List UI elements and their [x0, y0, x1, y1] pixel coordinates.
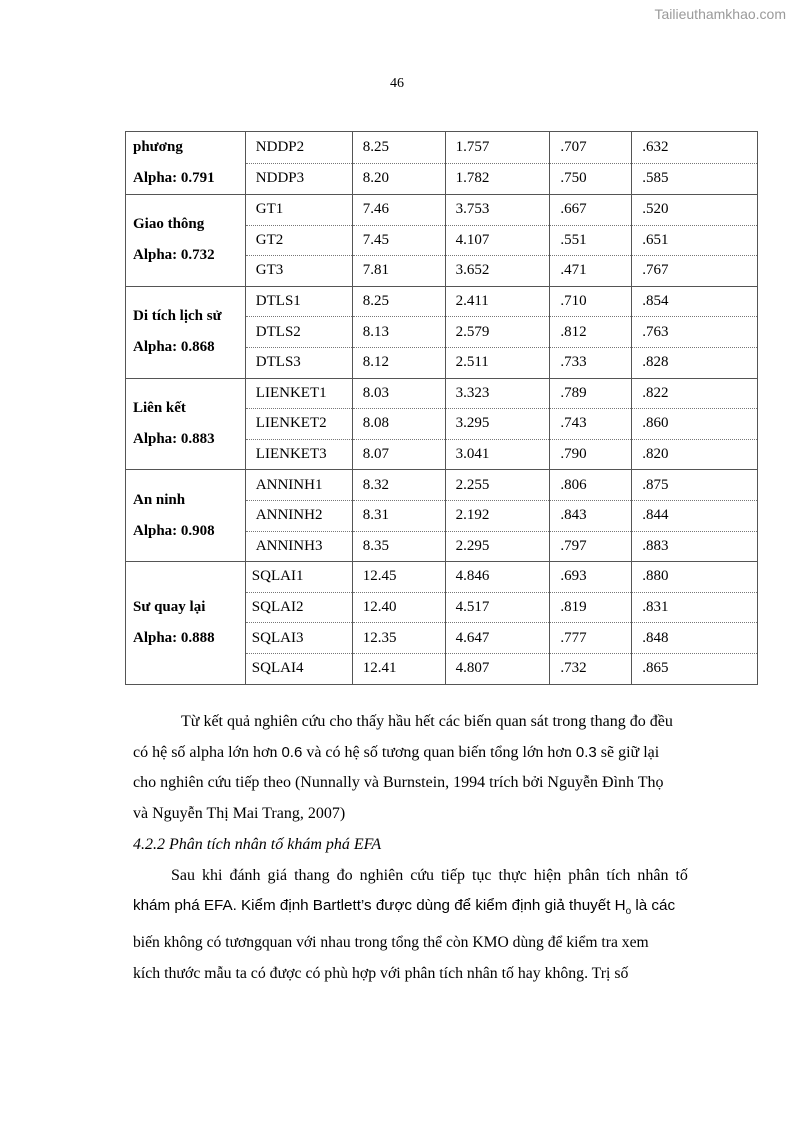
text-segment: sẽ giữ lại [600, 743, 660, 761]
group-label-cell [126, 132, 246, 195]
group-name: An ninh [133, 491, 186, 508]
group-alpha: Alpha: 0.908 [133, 522, 215, 539]
value-cell: .789 [550, 378, 632, 409]
group-label-cell [126, 286, 246, 378]
variable-cell: GT3 [245, 256, 352, 287]
value-cell: 8.35 [352, 531, 445, 562]
value-cell: .651 [632, 225, 758, 256]
value-cell: .733 [550, 347, 632, 378]
paragraph-1-line-3: cho nghiên cứu tiếp theo (Nunnally và Burnstein, 1994 trích bởi Nguyễn Đình Thọ [133, 774, 664, 792]
page-number: 46 [390, 76, 404, 91]
value-cell: 4.846 [445, 562, 550, 593]
value-cell: 8.12 [352, 347, 445, 378]
group-name: Liên kết [133, 399, 186, 416]
value-cell: .767 [632, 256, 758, 287]
value-cell: 3.295 [445, 409, 550, 440]
group-name: Giao thông [133, 216, 205, 233]
reliability-table [125, 131, 758, 685]
value-cell: .667 [550, 195, 632, 226]
value-cell: 12.40 [352, 592, 445, 623]
value-cell: .777 [550, 623, 632, 654]
value-cell: 8.31 [352, 500, 445, 531]
variable-cell: SQLAI1 [245, 562, 352, 593]
value-cell: 4.807 [445, 653, 550, 684]
table-row [126, 132, 758, 164]
value-cell: .710 [550, 286, 632, 317]
value-cell: .551 [550, 225, 632, 256]
value-cell: .819 [550, 592, 632, 623]
value-cell: 12.35 [352, 623, 445, 654]
table-row [126, 286, 758, 317]
variable-cell: GT2 [245, 225, 352, 256]
value-cell: .822 [632, 378, 758, 409]
variable-cell: SQLAI2 [245, 592, 352, 623]
value-cell: 3.323 [445, 378, 550, 409]
table-row [126, 470, 758, 501]
variable-cell: LIENKET3 [245, 439, 352, 470]
value-cell: .812 [550, 317, 632, 348]
variable-cell: DTLS1 [245, 286, 352, 317]
value-cell: .471 [550, 256, 632, 287]
table-row [126, 195, 758, 226]
value-cell: .883 [632, 531, 758, 562]
variable-cell: SQLAI3 [245, 623, 352, 654]
value-cell: 2.411 [445, 286, 550, 317]
group-alpha: Alpha: 0.791 [133, 170, 215, 186]
value-cell: .854 [632, 286, 758, 317]
group-name: phương [133, 139, 183, 155]
variable-cell: ANNINH2 [245, 500, 352, 531]
value-cell: .790 [550, 439, 632, 470]
text-segment: là các [631, 897, 676, 915]
value-cell: 3.041 [445, 439, 550, 470]
value-cell: 2.192 [445, 500, 550, 531]
value-cell: 3.652 [445, 256, 550, 287]
group-alpha: Alpha: 0.888 [133, 629, 215, 646]
group-label-cell [126, 195, 246, 287]
paragraph-2-line-3: biến không có tươngquan với nhau trong tổng thể còn KMO dùng để kiểm tra xem [133, 933, 649, 951]
value-cell: .520 [632, 195, 758, 226]
value-cell: .707 [550, 132, 632, 164]
number-value: 0.3 [575, 743, 597, 761]
variable-cell: DTLS2 [245, 317, 352, 348]
value-cell: .743 [550, 409, 632, 440]
value-cell: 12.41 [352, 653, 445, 684]
group-label-cell [126, 562, 246, 684]
value-cell: .865 [632, 653, 758, 684]
value-cell: 7.46 [352, 195, 445, 226]
value-cell: 4.107 [445, 225, 550, 256]
value-cell: .880 [632, 562, 758, 593]
value-cell: .763 [632, 317, 758, 348]
variable-cell: ANNINH1 [245, 470, 352, 501]
table-row [126, 378, 758, 409]
value-cell: 7.45 [352, 225, 445, 256]
variable-cell: DTLS3 [245, 347, 352, 378]
value-cell: .844 [632, 500, 758, 531]
value-cell: .843 [550, 500, 632, 531]
value-cell: 8.07 [352, 439, 445, 470]
value-cell: .693 [550, 562, 632, 593]
value-cell: .732 [550, 653, 632, 684]
paragraph-1-line-4: và Nguyễn Thị Mai Trang, 2007) [133, 805, 346, 823]
variable-cell: NDDP3 [245, 163, 352, 195]
text-segment: và có hệ số tương quan biến tổng lớn hơn [306, 743, 572, 761]
number-value: 0.6 [281, 743, 303, 761]
value-cell: 4.517 [445, 592, 550, 623]
value-cell: .860 [632, 409, 758, 440]
value-cell: .820 [632, 439, 758, 470]
text-segment: khám phá EFA. Kiểm định Bartlett’s được dùng để kiểm định giả thuyết H [133, 897, 626, 915]
value-cell: 2.255 [445, 470, 550, 501]
value-cell: 1.757 [445, 132, 550, 164]
value-cell: 7.81 [352, 256, 445, 287]
value-cell: .828 [632, 347, 758, 378]
value-cell: 8.20 [352, 163, 445, 195]
value-cell: 8.08 [352, 409, 445, 440]
paragraph-2-line-2 [133, 891, 718, 928]
group-label-cell [126, 378, 246, 470]
section-heading: 4.2.2 Phân tích nhân tố khám phá EFA [133, 835, 382, 853]
value-cell: 8.03 [352, 378, 445, 409]
value-cell: 8.13 [352, 317, 445, 348]
table-row [126, 562, 758, 593]
body-text [133, 707, 718, 989]
value-cell: .831 [632, 592, 758, 623]
watermark: Tailieuthamkhao.com [654, 6, 786, 22]
variable-cell: LIENKET1 [245, 378, 352, 409]
value-cell: .797 [550, 531, 632, 562]
group-name: Sư quay lại [133, 598, 206, 615]
group-alpha: Alpha: 0.732 [133, 247, 215, 264]
value-cell: .750 [550, 163, 632, 195]
value-cell: 4.647 [445, 623, 550, 654]
value-cell: .806 [550, 470, 632, 501]
variable-cell: NDDP2 [245, 132, 352, 164]
value-cell: .632 [632, 132, 758, 164]
paragraph-2-line-1: Sau khi đánh giá thang đo nghiên cứu tiếp tục thực hiện phân tích nhân tố [171, 866, 688, 884]
variable-cell: GT1 [245, 195, 352, 226]
value-cell: 2.295 [445, 531, 550, 562]
value-cell: 2.579 [445, 317, 550, 348]
value-cell: 1.782 [445, 163, 550, 195]
text-segment: có hệ số alpha lớn hơn [133, 743, 278, 761]
value-cell: 8.25 [352, 132, 445, 164]
group-alpha: Alpha: 0.883 [133, 430, 215, 447]
value-cell: 8.25 [352, 286, 445, 317]
value-cell: 3.753 [445, 195, 550, 226]
group-name: Di tích lịch sử [133, 308, 222, 325]
paragraph-1-line-2 [133, 738, 718, 769]
variable-cell: ANNINH3 [245, 531, 352, 562]
value-cell: .848 [632, 623, 758, 654]
value-cell: 12.45 [352, 562, 445, 593]
paragraph-2-line-4: kích thước mẫu ta có được có phù hợp với phân tích nhân tố hay không. Trị số [133, 964, 629, 982]
value-cell: .875 [632, 470, 758, 501]
group-label-cell [126, 470, 246, 562]
value-cell: 8.32 [352, 470, 445, 501]
variable-cell: LIENKET2 [245, 409, 352, 440]
value-cell: .585 [632, 163, 758, 195]
value-cell: 2.511 [445, 347, 550, 378]
group-alpha: Alpha: 0.868 [133, 339, 215, 356]
subscript: o [625, 906, 632, 918]
paragraph-1-line-1: Từ kết quả nghiên cứu cho thấy hầu hết các biến quan sát trong thang đo đều [181, 713, 673, 730]
variable-cell: SQLAI4 [245, 653, 352, 684]
